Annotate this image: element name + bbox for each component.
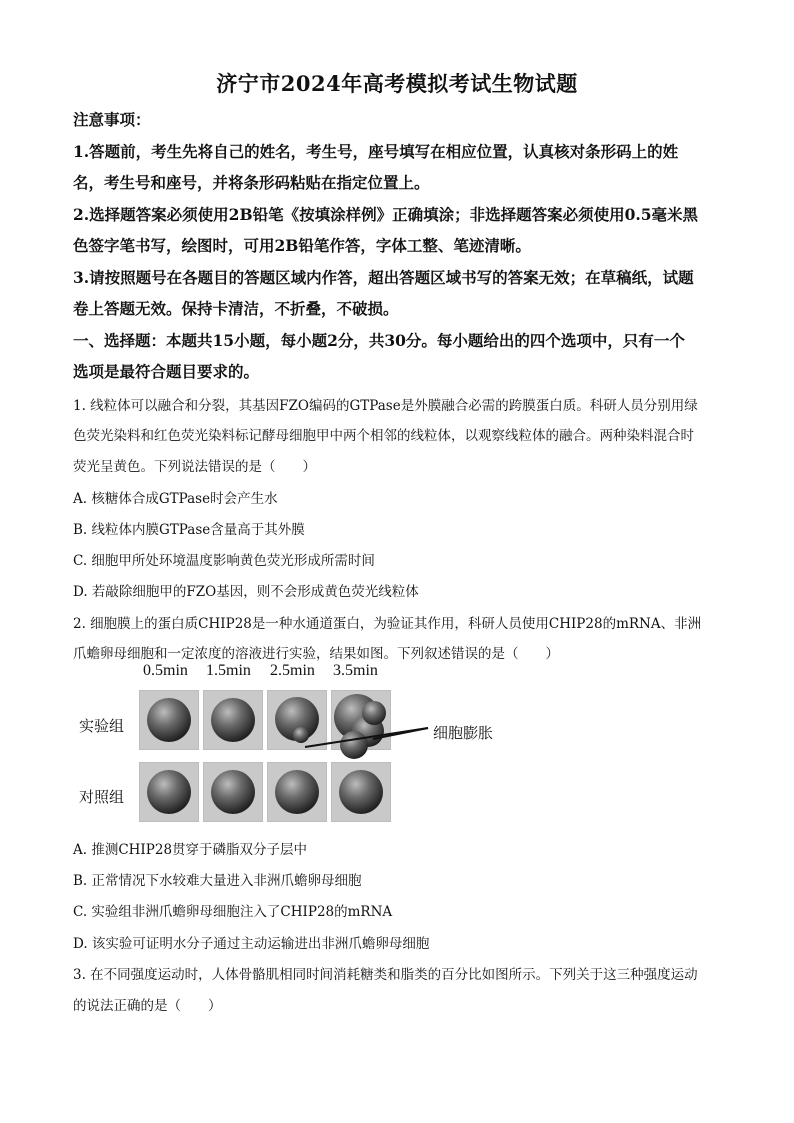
q1-option-d: D. 若敲除细胞甲的FZO基因，则不会形成黄色荧光线粒体	[73, 584, 419, 600]
q2-option-b: B. 正常情况下水较难大量进入非洲爪蟾卵母细胞	[73, 873, 362, 889]
experimental-cell-0-5min	[139, 690, 199, 750]
q2-option-a: A. 推测CHIP28贯穿于磷脂双分子层中	[73, 842, 308, 858]
notice-line-3: 2.选择题答案必须使用2B铅笔《按填涂样例》正确填涂；非选择题答案必须使用0.5毫米黑	[73, 205, 699, 224]
control-cell-2-5min	[267, 762, 327, 822]
row-label-control: 对照组	[79, 788, 125, 806]
notice-line-1: 1.答题前，考生先将自己的姓名，考生号，座号填写在相应位置，认真核对条形码上的姓	[73, 142, 679, 161]
notice-heading: 注意事项：	[73, 110, 151, 129]
experimental-cell-2-5min	[267, 690, 327, 750]
experimental-cell-3-5min	[331, 690, 391, 750]
control-cell-0-5min	[139, 762, 199, 822]
section-heading-line-2: 选项是最符合题目要求的。	[73, 362, 260, 381]
row-label-experimental: 实验组	[79, 717, 125, 735]
notice-line-2: 名，考生号和座号，并将条形码粘贴在指定位置上。	[73, 173, 430, 192]
cell-swelling-label: 细胞膨胀	[433, 724, 494, 742]
notice-line-5: 3.请按照题号在各题目的答题区域内作答，超出答题区域书写的答案无效；在草稿纸，试题	[73, 268, 694, 287]
notice-line-4: 色签字笔书写，绘图时，可用2B铅笔作答，字体工整、笔迹清晰。	[73, 236, 531, 255]
time-label: 0.5min	[143, 662, 188, 679]
q1-stem-line-2: 色荧光染料和红色荧光染料标记酵母细胞甲中两个相邻的线粒体，以观察线粒体的融合。两种染料混合时	[73, 428, 694, 444]
control-cell-1-5min	[203, 762, 263, 822]
q2-figure	[73, 662, 533, 832]
time-label: 2.5min	[270, 662, 315, 679]
time-label: 3.5min	[333, 662, 378, 679]
q1-option-a: A. 核糖体合成GTPase时会产生水	[73, 491, 278, 507]
q2-stem-line-1: 2. 细胞膜上的蛋白质CHIP28是一种水通道蛋白，为验证其作用，科研人员使用CHIP28的mRNA、非洲	[73, 616, 702, 632]
q1-option-c: C. 细胞甲所处环境温度影响黄色荧光形成所需时间	[73, 553, 375, 569]
control-cell-3-5min	[331, 762, 391, 822]
q1-option-b: B. 线粒体内膜GTPase含量高于其外膜	[73, 522, 305, 538]
q3-stem-line-1: 3. 在不同强度运动时，人体骨骼肌相同时间消耗糖类和脂类的百分比如图所示。下列关于这三种强度运动	[73, 967, 698, 983]
q1-stem-line-1: 1. 线粒体可以融合和分裂，其基因FZO编码的GTPase是外膜融合必需的跨膜蛋白质。科研人员分别用绿	[73, 398, 698, 414]
q2-stem-line-2: 爪蟾卵母细胞和一定浓度的溶液进行实验，结果如图。下列叙述错误的是（ ）	[73, 646, 559, 662]
time-label: 1.5min	[206, 662, 251, 679]
notice-line-6: 卷上答题无效。保持卡清洁，不折叠，不破损。	[73, 299, 399, 318]
experimental-cell-1-5min	[203, 690, 263, 750]
q1-stem-line-3: 荧光呈黄色。下列说法错误的是（ ）	[73, 459, 316, 475]
q2-option-d: D. 该实验可证明水分子通过主动运输进出非洲爪蟾卵母细胞	[73, 936, 430, 952]
q3-stem-line-2: 的说法正确的是（ ）	[73, 998, 222, 1014]
page-title: 济宁市2024年高考模拟考试生物试题	[216, 71, 578, 96]
q2-option-c: C. 实验组非洲爪蟾卵母细胞注入了CHIP28的mRNA	[73, 904, 393, 920]
section-heading-line-1: 一、选择题：本题共15小题，每小题2分，共30分。每小题给出的四个选项中，只有一个	[73, 331, 685, 350]
